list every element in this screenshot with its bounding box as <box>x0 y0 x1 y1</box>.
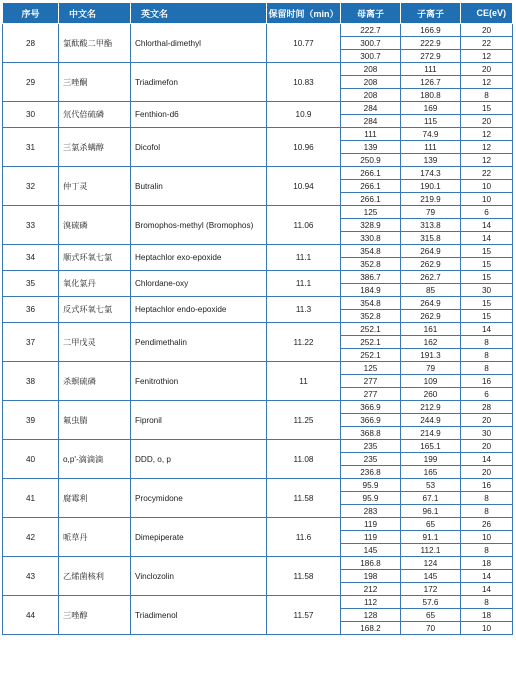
collision-energy-cell: 14 <box>461 232 513 245</box>
parent-ion-cell: 125 <box>341 362 401 375</box>
collision-energy-cell: 12 <box>461 50 513 63</box>
product-ion-cell: 262.9 <box>401 310 461 323</box>
product-ion-cell: 111 <box>401 141 461 154</box>
table-row <box>3 479 513 492</box>
product-ion-cell: 53 <box>401 479 461 492</box>
collision-energy-cell: 12 <box>461 128 513 141</box>
chinese-name-cell: 反式环氧七氯 <box>59 297 131 323</box>
chinese-name-cell: 三唑醇 <box>59 596 131 635</box>
product-ion-cell: 260 <box>401 388 461 401</box>
collision-energy-cell: 20 <box>461 24 513 37</box>
retention-time-cell: 11.06 <box>267 206 341 245</box>
collision-energy-cell: 22 <box>461 37 513 50</box>
english-name-cell: Bromophos-methyl (Bromophos) <box>131 206 267 245</box>
product-ion-cell: 79 <box>401 362 461 375</box>
english-name-cell: Fipronil <box>131 401 267 440</box>
collision-energy-cell: 10 <box>461 180 513 193</box>
collision-energy-cell: 14 <box>461 219 513 232</box>
parent-ion-cell: 386.7 <box>341 271 401 284</box>
parent-ion-cell: 252.1 <box>341 349 401 362</box>
retention-time-cell: 11.1 <box>267 271 341 297</box>
product-ion-cell: 112.1 <box>401 544 461 557</box>
product-ion-cell: 212.9 <box>401 401 461 414</box>
parent-ion-cell: 300.7 <box>341 37 401 50</box>
collision-energy-cell: 10 <box>461 531 513 544</box>
collision-energy-cell: 6 <box>461 206 513 219</box>
parent-ion-cell: 212 <box>341 583 401 596</box>
parent-ion-cell: 250.9 <box>341 154 401 167</box>
product-ion-cell: 264.9 <box>401 297 461 310</box>
table-row <box>3 167 513 180</box>
english-name-cell: Butralin <box>131 167 267 206</box>
product-ion-cell: 199 <box>401 453 461 466</box>
collision-energy-cell: 15 <box>461 271 513 284</box>
product-ion-cell: 190.1 <box>401 180 461 193</box>
header-collision-energy: CE(eV) <box>461 3 513 24</box>
header-parent-ion: 母离子 <box>341 3 401 24</box>
product-ion-cell: 191.3 <box>401 349 461 362</box>
collision-energy-cell: 20 <box>461 414 513 427</box>
product-ion-cell: 109 <box>401 375 461 388</box>
product-ion-cell: 313.8 <box>401 219 461 232</box>
chinese-name-cell: 氘代倍硫磷 <box>59 102 131 128</box>
english-name-cell: Fenthion-d6 <box>131 102 267 128</box>
parent-ion-cell: 284 <box>341 115 401 128</box>
product-ion-cell: 70 <box>401 622 461 635</box>
parent-ion-cell: 198 <box>341 570 401 583</box>
parent-ion-cell: 284 <box>341 102 401 115</box>
table-row <box>3 102 513 115</box>
table-row <box>3 245 513 258</box>
retention-time-cell: 10.77 <box>267 24 341 63</box>
collision-energy-cell: 8 <box>461 349 513 362</box>
parent-ion-cell: 208 <box>341 89 401 102</box>
retention-time-cell: 10.9 <box>267 102 341 128</box>
collision-energy-cell: 22 <box>461 167 513 180</box>
table-row <box>3 440 513 453</box>
parent-ion-cell: 168.2 <box>341 622 401 635</box>
parent-ion-cell: 222.7 <box>341 24 401 37</box>
parent-ion-cell: 208 <box>341 76 401 89</box>
chinese-name-cell: 氧化氯丹 <box>59 271 131 297</box>
table-header-row <box>3 3 513 24</box>
retention-time-cell: 11.1 <box>267 245 341 271</box>
collision-energy-cell: 6 <box>461 388 513 401</box>
product-ion-cell: 139 <box>401 154 461 167</box>
parent-ion-cell: 139 <box>341 141 401 154</box>
retention-time-cell: 10.96 <box>267 128 341 167</box>
collision-energy-cell: 30 <box>461 284 513 297</box>
product-ion-cell: 222.9 <box>401 37 461 50</box>
collision-energy-cell: 20 <box>461 115 513 128</box>
product-ion-cell: 126.7 <box>401 76 461 89</box>
retention-time-cell: 11.58 <box>267 479 341 518</box>
parent-ion-cell: 95.9 <box>341 479 401 492</box>
table-body <box>3 24 513 635</box>
chinese-name-cell: 氟虫腈 <box>59 401 131 440</box>
parent-ion-cell: 128 <box>341 609 401 622</box>
chinese-name-cell: 三氯杀螨醇 <box>59 128 131 167</box>
collision-energy-cell: 10 <box>461 622 513 635</box>
table-row <box>3 128 513 141</box>
header-no: 序号 <box>3 3 59 24</box>
chinese-name-cell: 腐霉利 <box>59 479 131 518</box>
parent-ion-cell: 184.9 <box>341 284 401 297</box>
product-ion-cell: 180.8 <box>401 89 461 102</box>
table-row <box>3 518 513 531</box>
retention-time-cell: 11.22 <box>267 323 341 362</box>
product-ion-cell: 272.9 <box>401 50 461 63</box>
product-ion-cell: 315.8 <box>401 232 461 245</box>
product-ion-cell: 162 <box>401 336 461 349</box>
table-row <box>3 63 513 76</box>
chinese-name-cell: 仲丁灵 <box>59 167 131 206</box>
compound-number-cell: 39 <box>3 401 59 440</box>
product-ion-cell: 172 <box>401 583 461 596</box>
parent-ion-cell: 119 <box>341 531 401 544</box>
retention-time-cell: 11.58 <box>267 557 341 596</box>
product-ion-cell: 219.9 <box>401 193 461 206</box>
product-ion-cell: 264.9 <box>401 245 461 258</box>
compound-number-cell: 32 <box>3 167 59 206</box>
parent-ion-cell: 266.1 <box>341 167 401 180</box>
collision-energy-cell: 14 <box>461 583 513 596</box>
product-ion-cell: 96.1 <box>401 505 461 518</box>
parent-ion-cell: 366.9 <box>341 414 401 427</box>
product-ion-cell: 145 <box>401 570 461 583</box>
collision-energy-cell: 20 <box>461 466 513 479</box>
header-english-name: 英文名 <box>131 3 267 24</box>
collision-energy-cell: 18 <box>461 557 513 570</box>
collision-energy-cell: 12 <box>461 154 513 167</box>
product-ion-cell: 65 <box>401 609 461 622</box>
collision-energy-cell: 8 <box>461 596 513 609</box>
product-ion-cell: 165.1 <box>401 440 461 453</box>
chinese-name-cell: o,p'-滴滴滴 <box>59 440 131 479</box>
retention-time-cell: 10.83 <box>267 63 341 102</box>
table-row <box>3 297 513 310</box>
retention-time-cell: 11.3 <box>267 297 341 323</box>
parent-ion-cell: 236.8 <box>341 466 401 479</box>
retention-time-cell: 11.57 <box>267 596 341 635</box>
collision-energy-cell: 15 <box>461 310 513 323</box>
table-row <box>3 206 513 219</box>
collision-energy-cell: 30 <box>461 427 513 440</box>
collision-energy-cell: 18 <box>461 609 513 622</box>
parent-ion-cell: 208 <box>341 63 401 76</box>
product-ion-cell: 91.1 <box>401 531 461 544</box>
product-ion-cell: 262.7 <box>401 271 461 284</box>
english-name-cell: Chlordane-oxy <box>131 271 267 297</box>
chinese-name-cell: 溴硫磷 <box>59 206 131 245</box>
product-ion-cell: 74.9 <box>401 128 461 141</box>
product-ion-cell: 174.3 <box>401 167 461 180</box>
compound-number-cell: 37 <box>3 323 59 362</box>
english-name-cell: Heptachlor endo-epoxide <box>131 297 267 323</box>
english-name-cell: Triadimenol <box>131 596 267 635</box>
parent-ion-cell: 252.1 <box>341 323 401 336</box>
product-ion-cell: 244.9 <box>401 414 461 427</box>
compound-number-cell: 34 <box>3 245 59 271</box>
product-ion-cell: 161 <box>401 323 461 336</box>
chinese-name-cell: 三唑酮 <box>59 63 131 102</box>
collision-energy-cell: 8 <box>461 336 513 349</box>
parent-ion-cell: 252.1 <box>341 336 401 349</box>
compound-number-cell: 35 <box>3 271 59 297</box>
parent-ion-cell: 266.1 <box>341 180 401 193</box>
parent-ion-cell: 111 <box>341 128 401 141</box>
parent-ion-cell: 283 <box>341 505 401 518</box>
parent-ion-cell: 95.9 <box>341 492 401 505</box>
collision-energy-cell: 10 <box>461 193 513 206</box>
table-row <box>3 362 513 375</box>
product-ion-cell: 124 <box>401 557 461 570</box>
product-ion-cell: 166.9 <box>401 24 461 37</box>
english-name-cell: Pendimethalin <box>131 323 267 362</box>
compound-number-cell: 29 <box>3 63 59 102</box>
english-name-cell: Dimepiperate <box>131 518 267 557</box>
collision-energy-cell: 14 <box>461 570 513 583</box>
compound-number-cell: 36 <box>3 297 59 323</box>
parent-ion-cell: 354.8 <box>341 245 401 258</box>
compound-number-cell: 44 <box>3 596 59 635</box>
parent-ion-cell: 330.8 <box>341 232 401 245</box>
collision-energy-cell: 16 <box>461 479 513 492</box>
collision-energy-cell: 8 <box>461 505 513 518</box>
parent-ion-cell: 352.8 <box>341 258 401 271</box>
collision-energy-cell: 14 <box>461 323 513 336</box>
english-name-cell: DDD, o, p <box>131 440 267 479</box>
collision-energy-cell: 15 <box>461 297 513 310</box>
chinese-name-cell: 乙烯菌核利 <box>59 557 131 596</box>
product-ion-cell: 57.6 <box>401 596 461 609</box>
collision-energy-cell: 8 <box>461 492 513 505</box>
english-name-cell: Triadimefon <box>131 63 267 102</box>
parent-ion-cell: 119 <box>341 518 401 531</box>
table-row <box>3 557 513 570</box>
parent-ion-cell: 145 <box>341 544 401 557</box>
retention-time-cell: 10.94 <box>267 167 341 206</box>
chinese-name-cell: 氯酞酸二甲酯 <box>59 24 131 63</box>
header-chinese-name: 中文名 <box>59 3 131 24</box>
parent-ion-cell: 366.9 <box>341 401 401 414</box>
parent-ion-cell: 300.7 <box>341 50 401 63</box>
parent-ion-cell: 112 <box>341 596 401 609</box>
retention-time-cell: 11 <box>267 362 341 401</box>
table-row <box>3 401 513 414</box>
header-product-ion: 子离子 <box>401 3 461 24</box>
product-ion-cell: 111 <box>401 63 461 76</box>
product-ion-cell: 115 <box>401 115 461 128</box>
parent-ion-cell: 328.9 <box>341 219 401 232</box>
collision-energy-cell: 20 <box>461 63 513 76</box>
chinese-name-cell: 杀螟硫磷 <box>59 362 131 401</box>
parent-ion-cell: 277 <box>341 388 401 401</box>
parent-ion-cell: 235 <box>341 453 401 466</box>
compound-number-cell: 41 <box>3 479 59 518</box>
product-ion-cell: 165 <box>401 466 461 479</box>
collision-energy-cell: 15 <box>461 245 513 258</box>
table-row <box>3 323 513 336</box>
compound-number-cell: 31 <box>3 128 59 167</box>
collision-energy-cell: 12 <box>461 76 513 89</box>
compound-number-cell: 43 <box>3 557 59 596</box>
collision-energy-cell: 15 <box>461 258 513 271</box>
english-name-cell: Chlorthal-dimethyl <box>131 24 267 63</box>
product-ion-cell: 65 <box>401 518 461 531</box>
parent-ion-cell: 368.8 <box>341 427 401 440</box>
table-row <box>3 271 513 284</box>
english-name-cell: Fenitrothion <box>131 362 267 401</box>
parent-ion-cell: 186.8 <box>341 557 401 570</box>
english-name-cell: Dicofol <box>131 128 267 167</box>
table-row <box>3 24 513 37</box>
collision-energy-cell: 8 <box>461 362 513 375</box>
table-row <box>3 596 513 609</box>
parent-ion-cell: 352.8 <box>341 310 401 323</box>
compound-number-cell: 30 <box>3 102 59 128</box>
compound-number-cell: 38 <box>3 362 59 401</box>
parent-ion-cell: 125 <box>341 206 401 219</box>
english-name-cell: Heptachlor exo-epoxide <box>131 245 267 271</box>
english-name-cell: Vinclozolin <box>131 557 267 596</box>
collision-energy-cell: 14 <box>461 453 513 466</box>
mrm-parameter-table-container <box>2 2 512 635</box>
compound-number-cell: 28 <box>3 24 59 63</box>
chinese-name-cell: 顺式环氧七氯 <box>59 245 131 271</box>
product-ion-cell: 85 <box>401 284 461 297</box>
collision-energy-cell: 15 <box>461 102 513 115</box>
compound-number-cell: 40 <box>3 440 59 479</box>
english-name-cell: Procymidone <box>131 479 267 518</box>
collision-energy-cell: 28 <box>461 401 513 414</box>
product-ion-cell: 79 <box>401 206 461 219</box>
retention-time-cell: 11.25 <box>267 401 341 440</box>
compound-number-cell: 42 <box>3 518 59 557</box>
collision-energy-cell: 8 <box>461 544 513 557</box>
mrm-parameter-table <box>2 2 513 635</box>
collision-energy-cell: 20 <box>461 440 513 453</box>
collision-energy-cell: 8 <box>461 89 513 102</box>
parent-ion-cell: 235 <box>341 440 401 453</box>
compound-number-cell: 33 <box>3 206 59 245</box>
collision-energy-cell: 12 <box>461 141 513 154</box>
parent-ion-cell: 354.8 <box>341 297 401 310</box>
chinese-name-cell: 哌草丹 <box>59 518 131 557</box>
parent-ion-cell: 277 <box>341 375 401 388</box>
product-ion-cell: 262.9 <box>401 258 461 271</box>
chinese-name-cell: 二甲戊灵 <box>59 323 131 362</box>
header-retention-time: 保留时间（min） <box>267 3 341 24</box>
retention-time-cell: 11.6 <box>267 518 341 557</box>
product-ion-cell: 169 <box>401 102 461 115</box>
collision-energy-cell: 26 <box>461 518 513 531</box>
product-ion-cell: 214.9 <box>401 427 461 440</box>
parent-ion-cell: 266.1 <box>341 193 401 206</box>
retention-time-cell: 11.08 <box>267 440 341 479</box>
collision-energy-cell: 16 <box>461 375 513 388</box>
product-ion-cell: 67.1 <box>401 492 461 505</box>
